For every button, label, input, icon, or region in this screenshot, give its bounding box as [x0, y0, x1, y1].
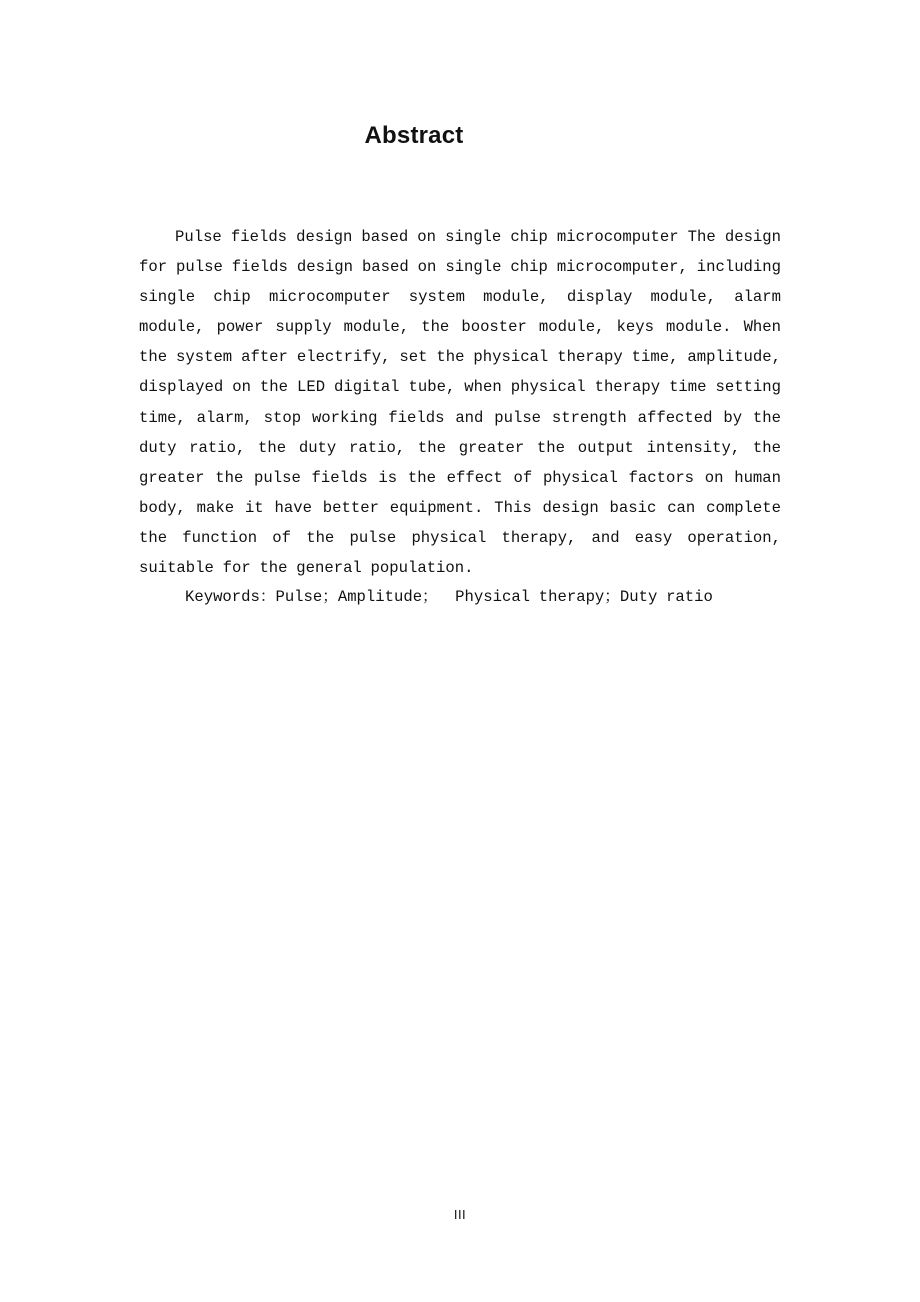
page-number: III: [453, 1207, 467, 1222]
keywords-line: Keywords：Pulse；Amplitude； Physical therapy；Duty ratio: [185, 588, 713, 606]
abstract-paragraph: Pulse fields design based on single chip microcomputer The design for pulse fields design based on single chip microcomputer, including single chip microcomputer system module, display module, alarm module, power supply module, the booster module, keys module. When the system after electrify, set the physical therapy time, amplitude, displayed on the LED digital tube, when physical therapy time setting time, alarm, stop working fields and pulse strength affected by the duty ratio, the duty ratio, the greater the output intensity, the greater the pulse fields is the effect of physical factors on human body, make it have better equipment. This design basic can complete the function of the pulse physical therapy, and easy operation, suitable for the general population.: [139, 228, 781, 578]
abstract-heading: Abstract: [364, 122, 464, 149]
